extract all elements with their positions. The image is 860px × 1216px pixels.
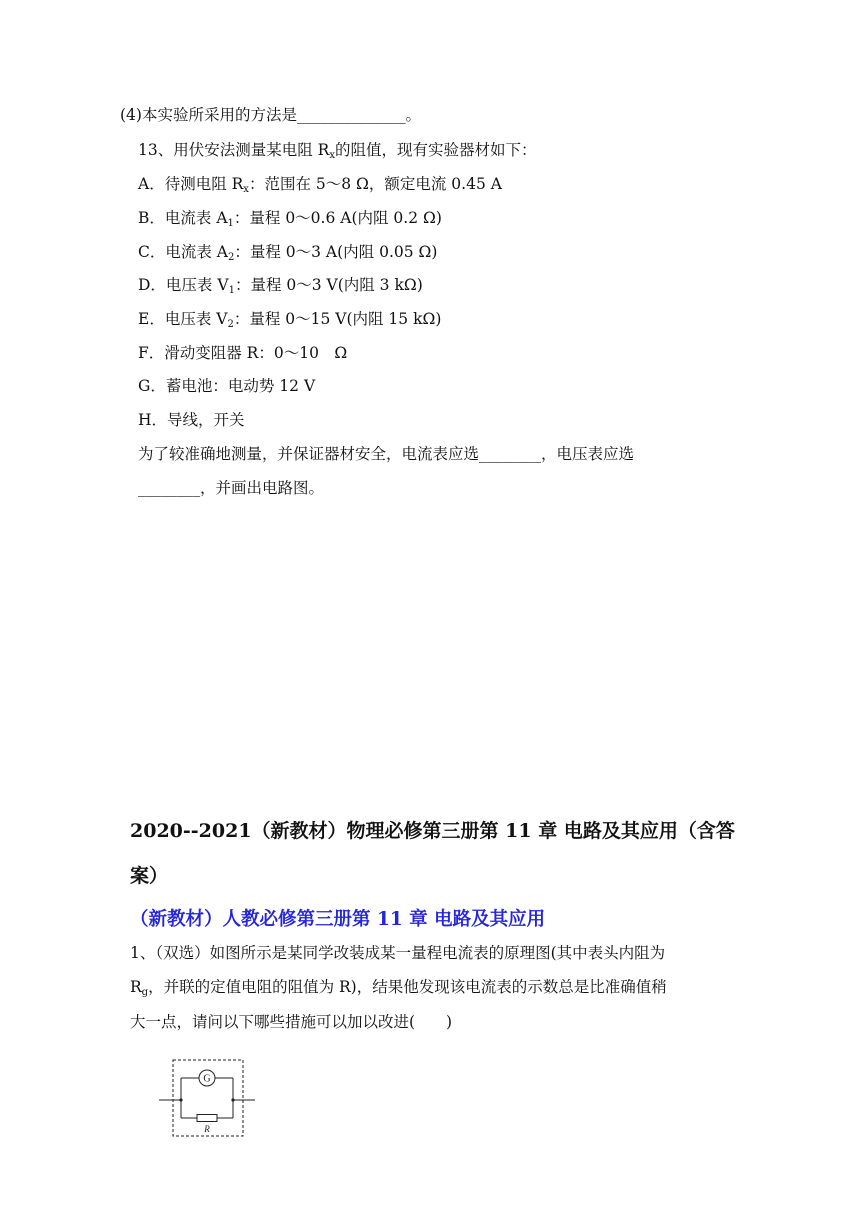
question-13-prompt-line-1: 为了较准确地测量，并保证器材安全，电流表应选________，电压表应选	[138, 445, 635, 463]
question-12-item-4: (4)本实验所采用的方法是______________。	[120, 106, 421, 124]
section-title-line-2: 案）	[130, 865, 169, 887]
junction-dot-left	[179, 1098, 182, 1101]
option-c: C．电流表 $A_2$：量程 0～3 A(内阻 0.05 Ω)	[138, 243, 438, 263]
option-f: F．滑动变阻器 R：0～10 Ω	[138, 344, 348, 362]
option-a: A．待测电阻 $R_x$：范围在 5～8 Ω，额定电流 0.45 A	[138, 175, 502, 195]
option-g: G．蓄电池：电动势 12 V	[138, 377, 316, 395]
section-title-line-1: 2020--2021（新教材）物理必修第三册第 11 章 电路及其应用（含答	[130, 820, 735, 842]
option-d: D．电压表 $V_1$：量程 0～3 V(内阻 3 kΩ)	[138, 276, 423, 296]
galvanometer-label: G	[203, 1073, 211, 1085]
question-1-line-3: 大一点，请问以下哪些措施可以加以改进( )	[130, 1013, 453, 1031]
resistor-label: R	[204, 1124, 210, 1134]
question-1-line-2: $R_g$，并联的定值电阻的阻值为 R)，结果他发现该电流表的示数总是比准确值稍	[130, 978, 667, 998]
question-13-prompt-line-2: ________，并画出电路图。	[138, 479, 325, 497]
option-b: B．电流表 $A_1$：量程 0～0.6 A(内阻 0.2 Ω)	[138, 209, 442, 229]
junction-dot-right	[231, 1098, 234, 1101]
option-e: E．电压表 $V_2$：量程 0～15 V(内阻 15 kΩ)	[138, 310, 442, 330]
section-subtitle: （新教材）人教必修第三册第 11 章 电路及其应用	[130, 909, 546, 930]
ammeter-circuit-diagram	[155, 1056, 259, 1140]
question-13-stem: 13、用伏安法测量某电阻 $R_x$的阻值，现有实验器材如下：	[138, 141, 537, 161]
resistor-icon	[197, 1115, 217, 1122]
question-1-line-1: 1、（双选）如图所示是某同学改装成某一量程电流表的原理图(其中表头内阻为	[130, 944, 666, 962]
option-h: H．导线，开关	[138, 411, 245, 429]
